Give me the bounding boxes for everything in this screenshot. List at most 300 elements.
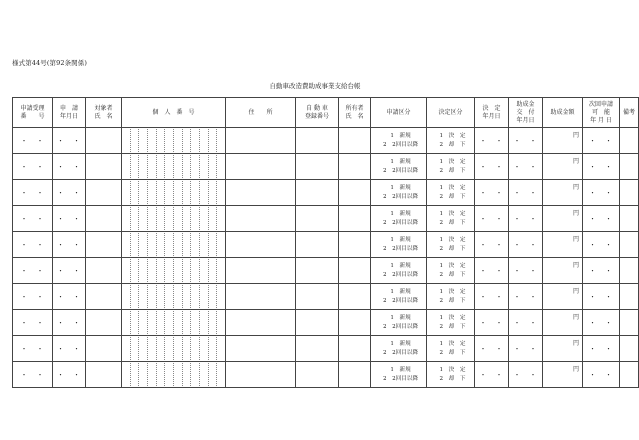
remarks-cell[interactable] xyxy=(620,180,639,206)
decision-type-cell[interactable] xyxy=(427,206,475,232)
individual-no-cell[interactable] xyxy=(122,180,226,206)
digit-box[interactable] xyxy=(122,181,131,204)
application-type-option[interactable]: 1 新規 xyxy=(390,366,411,373)
receipt-no-cell[interactable] xyxy=(13,206,53,232)
digit-box[interactable] xyxy=(157,207,166,230)
digit-box[interactable] xyxy=(174,233,183,256)
remarks-cell[interactable] xyxy=(620,206,639,232)
owner-name-cell[interactable] xyxy=(339,258,371,284)
digit-box[interactable] xyxy=(183,363,192,386)
subsidy-amount-cell[interactable] xyxy=(543,232,583,258)
receipt-no-cell[interactable] xyxy=(13,232,53,258)
subsidy-issue-date-cell[interactable] xyxy=(509,362,543,388)
application-type-option[interactable]: 1 新規 xyxy=(390,262,411,269)
decision-date-cell[interactable] xyxy=(475,232,509,258)
digit-box[interactable] xyxy=(165,207,174,230)
application-type-option[interactable]: 2 2回目以降 xyxy=(382,193,419,200)
decision-type-option[interactable]: 2 却 下 xyxy=(439,271,466,278)
application-type-option[interactable]: 2 2回目以降 xyxy=(382,323,419,330)
subsidy-amount-cell[interactable] xyxy=(543,180,583,206)
digit-box[interactable] xyxy=(200,337,209,360)
remarks-cell[interactable] xyxy=(620,284,639,310)
application-date-cell[interactable] xyxy=(53,284,86,310)
digit-box[interactable] xyxy=(183,129,192,152)
digit-box[interactable] xyxy=(157,259,166,282)
digit-box[interactable] xyxy=(174,155,183,178)
application-type-option[interactable]: 1 新規 xyxy=(390,314,411,321)
subject-name-cell[interactable] xyxy=(86,206,122,232)
digit-box[interactable] xyxy=(148,363,157,386)
vehicle-reg-no-cell[interactable] xyxy=(296,258,339,284)
subsidy-amount-cell[interactable] xyxy=(543,362,583,388)
digit-box[interactable] xyxy=(131,337,140,360)
decision-type-option[interactable]: 2 却 下 xyxy=(439,193,466,200)
decision-type-option[interactable]: 1 決 定 xyxy=(439,314,466,321)
application-date-cell[interactable] xyxy=(53,180,86,206)
digit-box[interactable] xyxy=(131,207,140,230)
receipt-no-cell[interactable] xyxy=(13,128,53,154)
next-application-date-cell[interactable] xyxy=(583,154,620,180)
digit-box[interactable] xyxy=(122,259,131,282)
subject-name-cell[interactable] xyxy=(86,284,122,310)
subject-name-cell[interactable] xyxy=(86,310,122,336)
receipt-no-cell[interactable] xyxy=(13,258,53,284)
next-application-date-cell[interactable] xyxy=(583,128,620,154)
decision-type-cell[interactable] xyxy=(427,310,475,336)
owner-name-cell[interactable] xyxy=(339,128,371,154)
decision-type-option[interactable]: 2 却 下 xyxy=(439,375,466,382)
digit-box[interactable] xyxy=(165,285,174,308)
decision-type-option[interactable]: 2 却 下 xyxy=(439,141,466,148)
digit-box[interactable] xyxy=(200,207,209,230)
digit-box[interactable] xyxy=(183,311,192,334)
application-type-cell[interactable] xyxy=(371,206,427,232)
digit-box[interactable] xyxy=(191,155,200,178)
address-cell[interactable] xyxy=(226,336,296,362)
digit-box[interactable] xyxy=(183,233,192,256)
decision-type-option[interactable]: 1 決 定 xyxy=(439,236,466,243)
digit-box[interactable] xyxy=(165,129,174,152)
vehicle-reg-no-cell[interactable] xyxy=(296,310,339,336)
digit-box[interactable] xyxy=(217,207,225,230)
decision-type-cell[interactable] xyxy=(427,336,475,362)
subject-name-cell[interactable] xyxy=(86,232,122,258)
digit-box[interactable] xyxy=(165,181,174,204)
next-application-date-cell[interactable] xyxy=(583,206,620,232)
decision-type-option[interactable]: 1 決 定 xyxy=(439,262,466,269)
owner-name-cell[interactable] xyxy=(339,310,371,336)
digit-box[interactable] xyxy=(165,337,174,360)
decision-type-cell[interactable] xyxy=(427,284,475,310)
decision-type-cell[interactable] xyxy=(427,258,475,284)
remarks-cell[interactable] xyxy=(620,362,639,388)
digit-box[interactable] xyxy=(209,207,218,230)
vehicle-reg-no-cell[interactable] xyxy=(296,154,339,180)
digit-box[interactable] xyxy=(183,207,192,230)
vehicle-reg-no-cell[interactable] xyxy=(296,232,339,258)
digit-box[interactable] xyxy=(131,181,140,204)
decision-type-option[interactable]: 2 却 下 xyxy=(439,323,466,330)
digit-box[interactable] xyxy=(157,311,166,334)
subsidy-amount-cell[interactable] xyxy=(543,258,583,284)
digit-box[interactable] xyxy=(200,311,209,334)
digit-box[interactable] xyxy=(217,233,225,256)
digit-box[interactable] xyxy=(148,233,157,256)
digit-box[interactable] xyxy=(200,155,209,178)
digit-box[interactable] xyxy=(131,311,140,334)
decision-type-cell[interactable] xyxy=(427,232,475,258)
next-application-date-cell[interactable] xyxy=(583,232,620,258)
digit-box[interactable] xyxy=(157,233,166,256)
individual-no-cell[interactable] xyxy=(122,128,226,154)
receipt-no-cell[interactable] xyxy=(13,336,53,362)
subsidy-issue-date-cell[interactable] xyxy=(509,336,543,362)
application-type-option[interactable]: 1 新規 xyxy=(390,210,411,217)
next-application-date-cell[interactable] xyxy=(583,362,620,388)
digit-box[interactable] xyxy=(209,129,218,152)
address-cell[interactable] xyxy=(226,180,296,206)
next-application-date-cell[interactable] xyxy=(583,180,620,206)
application-type-option[interactable]: 2 2回目以降 xyxy=(382,141,419,148)
decision-type-option[interactable]: 2 却 下 xyxy=(439,349,466,356)
digit-box[interactable] xyxy=(148,337,157,360)
digit-box[interactable] xyxy=(131,259,140,282)
remarks-cell[interactable] xyxy=(620,154,639,180)
digit-box[interactable] xyxy=(191,181,200,204)
digit-box[interactable] xyxy=(139,285,148,308)
digit-box[interactable] xyxy=(217,155,225,178)
digit-box[interactable] xyxy=(191,207,200,230)
application-type-option[interactable]: 2 2回目以降 xyxy=(382,219,419,226)
digit-box[interactable] xyxy=(157,129,166,152)
application-type-cell[interactable] xyxy=(371,362,427,388)
owner-name-cell[interactable] xyxy=(339,232,371,258)
vehicle-reg-no-cell[interactable] xyxy=(296,128,339,154)
digit-box[interactable] xyxy=(217,285,225,308)
digit-box[interactable] xyxy=(139,363,148,386)
digit-box[interactable] xyxy=(122,207,131,230)
digit-box[interactable] xyxy=(122,311,131,334)
address-cell[interactable] xyxy=(226,310,296,336)
owner-name-cell[interactable] xyxy=(339,180,371,206)
digit-box[interactable] xyxy=(200,363,209,386)
digit-box[interactable] xyxy=(191,337,200,360)
owner-name-cell[interactable] xyxy=(339,336,371,362)
decision-type-option[interactable]: 1 決 定 xyxy=(439,340,466,347)
application-date-cell[interactable] xyxy=(53,128,86,154)
digit-box[interactable] xyxy=(157,155,166,178)
owner-name-cell[interactable] xyxy=(339,284,371,310)
decision-type-cell[interactable] xyxy=(427,362,475,388)
digit-box[interactable] xyxy=(122,337,131,360)
vehicle-reg-no-cell[interactable] xyxy=(296,284,339,310)
digit-box[interactable] xyxy=(122,285,131,308)
decision-date-cell[interactable] xyxy=(475,206,509,232)
digit-box[interactable] xyxy=(157,285,166,308)
digit-box[interactable] xyxy=(139,129,148,152)
application-type-option[interactable]: 1 新規 xyxy=(390,288,411,295)
digit-box[interactable] xyxy=(139,181,148,204)
vehicle-reg-no-cell[interactable] xyxy=(296,336,339,362)
address-cell[interactable] xyxy=(226,284,296,310)
digit-box[interactable] xyxy=(157,337,166,360)
owner-name-cell[interactable] xyxy=(339,206,371,232)
digit-box[interactable] xyxy=(148,155,157,178)
address-cell[interactable] xyxy=(226,362,296,388)
digit-box[interactable] xyxy=(183,259,192,282)
receipt-no-cell[interactable] xyxy=(13,362,53,388)
digit-box[interactable] xyxy=(191,363,200,386)
digit-box[interactable] xyxy=(122,363,131,386)
decision-type-option[interactable]: 2 却 下 xyxy=(439,167,466,174)
application-date-cell[interactable] xyxy=(53,232,86,258)
decision-type-option[interactable]: 1 決 定 xyxy=(439,288,466,295)
decision-type-option[interactable]: 1 決 定 xyxy=(439,184,466,191)
address-cell[interactable] xyxy=(226,128,296,154)
receipt-no-cell[interactable] xyxy=(13,310,53,336)
address-cell[interactable] xyxy=(226,232,296,258)
individual-no-cell[interactable] xyxy=(122,336,226,362)
digit-box[interactable] xyxy=(165,233,174,256)
digit-box[interactable] xyxy=(200,285,209,308)
vehicle-reg-no-cell[interactable] xyxy=(296,362,339,388)
digit-box[interactable] xyxy=(209,285,218,308)
next-application-date-cell[interactable] xyxy=(583,284,620,310)
individual-no-cell[interactable] xyxy=(122,284,226,310)
application-type-cell[interactable] xyxy=(371,128,427,154)
remarks-cell[interactable] xyxy=(620,310,639,336)
decision-type-option[interactable]: 1 決 定 xyxy=(439,210,466,217)
decision-type-option[interactable]: 1 決 定 xyxy=(439,366,466,373)
vehicle-reg-no-cell[interactable] xyxy=(296,180,339,206)
decision-type-option[interactable]: 1 決 定 xyxy=(439,132,466,139)
address-cell[interactable] xyxy=(226,154,296,180)
subject-name-cell[interactable] xyxy=(86,336,122,362)
digit-box[interactable] xyxy=(139,259,148,282)
remarks-cell[interactable] xyxy=(620,258,639,284)
digit-box[interactable] xyxy=(217,337,225,360)
subsidy-amount-cell[interactable] xyxy=(543,284,583,310)
digit-box[interactable] xyxy=(200,259,209,282)
receipt-no-cell[interactable] xyxy=(13,284,53,310)
digit-box[interactable] xyxy=(148,181,157,204)
digit-box[interactable] xyxy=(131,129,140,152)
digit-box[interactable] xyxy=(148,207,157,230)
decision-type-option[interactable]: 2 却 下 xyxy=(439,245,466,252)
digit-box[interactable] xyxy=(174,285,183,308)
owner-name-cell[interactable] xyxy=(339,362,371,388)
address-cell[interactable] xyxy=(226,206,296,232)
digit-box[interactable] xyxy=(183,285,192,308)
decision-date-cell[interactable] xyxy=(475,336,509,362)
application-date-cell[interactable] xyxy=(53,310,86,336)
decision-date-cell[interactable] xyxy=(475,310,509,336)
individual-no-cell[interactable] xyxy=(122,362,226,388)
digit-box[interactable] xyxy=(183,181,192,204)
individual-no-cell[interactable] xyxy=(122,154,226,180)
subsidy-amount-cell[interactable] xyxy=(543,336,583,362)
vehicle-reg-no-cell[interactable] xyxy=(296,206,339,232)
digit-box[interactable] xyxy=(139,207,148,230)
application-type-cell[interactable] xyxy=(371,154,427,180)
decision-type-cell[interactable] xyxy=(427,128,475,154)
digit-box[interactable] xyxy=(174,129,183,152)
subsidy-issue-date-cell[interactable] xyxy=(509,310,543,336)
digit-box[interactable] xyxy=(174,337,183,360)
digit-box[interactable] xyxy=(174,311,183,334)
decision-type-option[interactable]: 2 却 下 xyxy=(439,219,466,226)
digit-box[interactable] xyxy=(209,311,218,334)
digit-box[interactable] xyxy=(174,363,183,386)
digit-box[interactable] xyxy=(200,233,209,256)
subsidy-issue-date-cell[interactable] xyxy=(509,284,543,310)
digit-box[interactable] xyxy=(209,155,218,178)
owner-name-cell[interactable] xyxy=(339,154,371,180)
subsidy-amount-cell[interactable] xyxy=(543,128,583,154)
next-application-date-cell[interactable] xyxy=(583,258,620,284)
application-date-cell[interactable] xyxy=(53,258,86,284)
subsidy-issue-date-cell[interactable] xyxy=(509,154,543,180)
next-application-date-cell[interactable] xyxy=(583,336,620,362)
digit-box[interactable] xyxy=(217,311,225,334)
digit-box[interactable] xyxy=(217,181,225,204)
digit-box[interactable] xyxy=(157,363,166,386)
subject-name-cell[interactable] xyxy=(86,258,122,284)
individual-no-cell[interactable] xyxy=(122,232,226,258)
subsidy-issue-date-cell[interactable] xyxy=(509,128,543,154)
application-type-option[interactable]: 1 新規 xyxy=(390,340,411,347)
subsidy-amount-cell[interactable] xyxy=(543,310,583,336)
decision-date-cell[interactable] xyxy=(475,362,509,388)
application-type-cell[interactable] xyxy=(371,310,427,336)
decision-date-cell[interactable] xyxy=(475,284,509,310)
receipt-no-cell[interactable] xyxy=(13,154,53,180)
individual-no-cell[interactable] xyxy=(122,310,226,336)
subject-name-cell[interactable] xyxy=(86,128,122,154)
decision-date-cell[interactable] xyxy=(475,154,509,180)
digit-box[interactable] xyxy=(131,363,140,386)
digit-box[interactable] xyxy=(191,311,200,334)
digit-box[interactable] xyxy=(122,155,131,178)
next-application-date-cell[interactable] xyxy=(583,310,620,336)
individual-no-cell[interactable] xyxy=(122,258,226,284)
application-type-option[interactable]: 2 2回目以降 xyxy=(382,375,419,382)
application-type-cell[interactable] xyxy=(371,284,427,310)
digit-box[interactable] xyxy=(209,363,218,386)
digit-box[interactable] xyxy=(148,129,157,152)
digit-box[interactable] xyxy=(174,207,183,230)
digit-box[interactable] xyxy=(217,129,225,152)
application-type-option[interactable]: 1 新規 xyxy=(390,236,411,243)
digit-box[interactable] xyxy=(148,311,157,334)
subsidy-issue-date-cell[interactable] xyxy=(509,232,543,258)
digit-box[interactable] xyxy=(191,233,200,256)
digit-box[interactable] xyxy=(165,363,174,386)
remarks-cell[interactable] xyxy=(620,128,639,154)
digit-box[interactable] xyxy=(165,311,174,334)
digit-box[interactable] xyxy=(191,259,200,282)
digit-box[interactable] xyxy=(139,311,148,334)
digit-box[interactable] xyxy=(139,233,148,256)
subject-name-cell[interactable] xyxy=(86,362,122,388)
digit-box[interactable] xyxy=(209,337,218,360)
digit-box[interactable] xyxy=(165,155,174,178)
decision-date-cell[interactable] xyxy=(475,258,509,284)
subsidy-amount-cell[interactable] xyxy=(543,154,583,180)
application-date-cell[interactable] xyxy=(53,336,86,362)
application-type-option[interactable]: 2 2回目以降 xyxy=(382,245,419,252)
digit-box[interactable] xyxy=(174,181,183,204)
application-type-option[interactable]: 2 2回目以降 xyxy=(382,297,419,304)
digit-box[interactable] xyxy=(217,259,225,282)
digit-box[interactable] xyxy=(157,181,166,204)
subsidy-issue-date-cell[interactable] xyxy=(509,180,543,206)
digit-box[interactable] xyxy=(131,233,140,256)
receipt-no-cell[interactable] xyxy=(13,180,53,206)
remarks-cell[interactable] xyxy=(620,232,639,258)
application-type-cell[interactable] xyxy=(371,180,427,206)
digit-box[interactable] xyxy=(209,259,218,282)
digit-box[interactable] xyxy=(165,259,174,282)
subsidy-issue-date-cell[interactable] xyxy=(509,206,543,232)
digit-box[interactable] xyxy=(139,155,148,178)
decision-date-cell[interactable] xyxy=(475,128,509,154)
remarks-cell[interactable] xyxy=(620,336,639,362)
application-type-cell[interactable] xyxy=(371,336,427,362)
digit-box[interactable] xyxy=(200,129,209,152)
decision-type-option[interactable]: 2 却 下 xyxy=(439,297,466,304)
application-type-cell[interactable] xyxy=(371,232,427,258)
subsidy-issue-date-cell[interactable] xyxy=(509,258,543,284)
decision-type-cell[interactable] xyxy=(427,154,475,180)
application-date-cell[interactable] xyxy=(53,206,86,232)
subject-name-cell[interactable] xyxy=(86,154,122,180)
digit-box[interactable] xyxy=(200,181,209,204)
individual-no-cell[interactable] xyxy=(122,206,226,232)
application-type-option[interactable]: 1 新規 xyxy=(390,184,411,191)
application-type-option[interactable]: 2 2回目以降 xyxy=(382,349,419,356)
digit-box[interactable] xyxy=(183,337,192,360)
application-type-option[interactable]: 2 2回目以降 xyxy=(382,167,419,174)
digit-box[interactable] xyxy=(183,155,192,178)
application-type-option[interactable]: 1 新規 xyxy=(390,132,411,139)
subsidy-amount-cell[interactable] xyxy=(543,206,583,232)
application-date-cell[interactable] xyxy=(53,154,86,180)
application-type-option[interactable]: 1 新規 xyxy=(390,158,411,165)
digit-box[interactable] xyxy=(131,285,140,308)
digit-box[interactable] xyxy=(148,259,157,282)
digit-box[interactable] xyxy=(209,233,218,256)
digit-box[interactable] xyxy=(174,259,183,282)
digit-box[interactable] xyxy=(191,129,200,152)
application-type-option[interactable]: 2 2回目以降 xyxy=(382,271,419,278)
application-type-cell[interactable] xyxy=(371,258,427,284)
digit-box[interactable] xyxy=(131,155,140,178)
digit-box[interactable] xyxy=(209,181,218,204)
digit-box[interactable] xyxy=(139,337,148,360)
application-date-cell[interactable] xyxy=(53,362,86,388)
decision-type-cell[interactable] xyxy=(427,180,475,206)
digit-box[interactable] xyxy=(217,363,225,386)
digit-box[interactable] xyxy=(122,129,131,152)
digit-box[interactable] xyxy=(191,285,200,308)
subject-name-cell[interactable] xyxy=(86,180,122,206)
address-cell[interactable] xyxy=(226,258,296,284)
digit-box[interactable] xyxy=(148,285,157,308)
digit-box[interactable] xyxy=(122,233,131,256)
decision-type-option[interactable]: 1 決 定 xyxy=(439,158,466,165)
decision-date-cell[interactable] xyxy=(475,180,509,206)
